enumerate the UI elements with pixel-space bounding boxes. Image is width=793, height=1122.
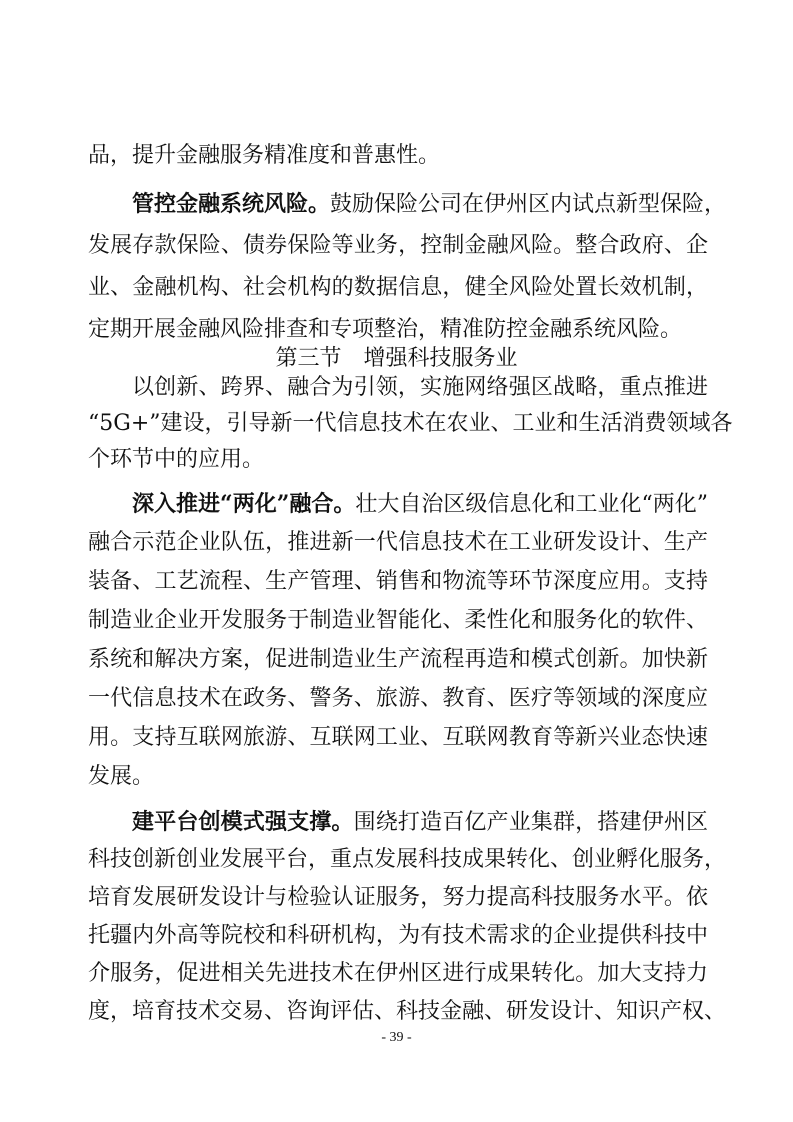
paragraph-line: 发展。 [88,764,155,789]
paragraph-line: 一代信息技术在政务、警务、旅游、教育、医疗等领域的深度应 [88,686,708,711]
paragraph-line: 个环节中的应用。 [88,447,265,472]
paragraph-text: 鼓励保险公司在伊州区内试点新型保险， [330,192,727,217]
paragraph-line: 发展存款保险、债券保险等业务，控制金融风险。整合政府、企 [88,233,708,258]
paragraph-text: 围绕打造百亿产业集群，搭建伊州区 [353,810,708,835]
paragraph-line: 融合示范企业队伍，推进新一代信息技术在工业研发设计、生产 [88,530,708,555]
paragraph-line: 定期开展金融风险排查和专项整治，精准防控金融系统风险。 [88,317,683,342]
paragraph-line: 托疆内外高等院校和科研机构，为有技术需求的企业提供科技中 [88,923,708,948]
paragraph-heading: 建平台创模式强支撑。 [132,809,354,835]
paragraph-text: 壮大自治区级信息化和工业化“两化” [355,492,708,517]
paragraph-line: 系统和解决方案，促进制造业生产流程再造和模式创新。加快新 [88,647,708,672]
paragraph-line: 培育发展研发设计与检验认证服务，努力提高科技服务水平。依 [88,885,708,910]
paragraph-heading: 管控金融系统风险。 [132,191,331,217]
paragraph-line: 介服务，促进相关先进技术在伊州区进行成果转化。加大支持力 [88,961,708,986]
paragraph-line: 科技创新创业发展平台，重点发展科技成果转化、创业孵化服务， [88,847,727,872]
paragraph-line [132,184,727,224]
paragraph-heading: 深入推进“两化”融合。 [132,491,356,517]
paragraph-line: 以创新、跨界、融合为引领，实施网络强区战略，重点推进 [132,375,708,400]
paragraph-line [132,484,708,524]
paragraph-line: 度，培育技术交易、咨询评估、科技金融、研发设计、知识产权、 [88,999,727,1024]
section-heading: 第三节 增强科技服务业 [275,346,518,371]
page-number: - 39 - [381,1030,412,1045]
paragraph-line: 用。支持互联网旅游、互联网工业、互联网教育等新兴业态快速 [88,725,708,750]
paragraph-line: 品，提升金融服务精准度和普惠性。 [88,143,441,168]
paragraph-line: 装备、工艺流程、生产管理、销售和物流等环节深度应用。支持 [88,569,708,594]
paragraph-line: 业、金融机构、社会机构的数据信息，健全风险处置长效机制， [88,275,708,300]
paragraph-line: “5G+”建设，引导新一代信息技术在农业、工业和生活消费领域各 [88,411,733,436]
paragraph-line [132,802,708,842]
paragraph-line: 制造业企业开发服务于制造业智能化、柔性化和服务化的软件、 [88,608,708,633]
